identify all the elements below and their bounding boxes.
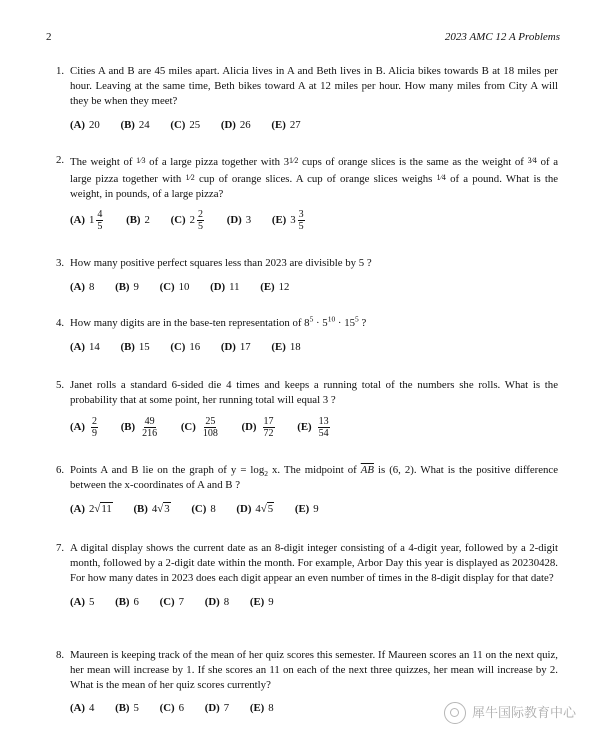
problem-6 xyxy=(56,463,558,517)
choice-e[interactable] xyxy=(250,701,274,716)
answer-choices xyxy=(70,280,558,295)
fraction: $\frac{17}{72}$ xyxy=(263,416,274,439)
choice-value: 5 xyxy=(133,702,139,714)
choice-label: (A) xyxy=(70,214,85,226)
square-root: √ 3 xyxy=(157,503,170,515)
problem-number: 4. xyxy=(56,317,65,329)
choice-label: (D) xyxy=(204,596,220,608)
choice-b[interactable] xyxy=(115,280,139,295)
choice-label: (A) xyxy=(70,281,85,293)
problem-number: 2. xyxy=(56,154,65,166)
problem-text: Maureen is keeping track of the mean of her quiz scores this semester. If Maureen scores an 11 on the next quiz, her mean will increase by 1. If she scores an 11 on each of the next three quizzes, her mean will increase by 2. What is the mean of her quiz scores currently? xyxy=(70,649,558,691)
choice-c[interactable] xyxy=(160,701,184,716)
choice-value: 7 xyxy=(178,596,185,608)
choice-value: 6 xyxy=(133,596,139,608)
choice-value: 9 xyxy=(268,596,274,608)
choice-label: (A) xyxy=(70,421,85,433)
problem-text: How many positive perfect squares less than 2023 are divisible by 5 ? xyxy=(70,257,372,269)
choice-d[interactable] xyxy=(242,416,277,439)
choice-c[interactable] xyxy=(170,340,200,355)
choice-e[interactable] xyxy=(271,118,300,133)
problem-5 xyxy=(56,378,558,439)
choice-value: 3 xyxy=(245,214,252,226)
choice-c[interactable] xyxy=(181,416,221,439)
problem-text: Cities A and B are 45 miles apart. Alicia lives in A and Beth lives in B. Alicia bikes towards B at 18 miles per hour. Leaving at the same time, Beth bikes toward A at 12 miles per hour. How many miles from City A will they be when they meet? xyxy=(70,65,558,107)
choice-c[interactable] xyxy=(170,118,200,133)
choice-b[interactable]: (B) 4 √ 3 xyxy=(133,503,170,515)
choice-label: (B) xyxy=(115,702,130,714)
inline-fraction: 1⁄2 xyxy=(289,156,299,165)
choice-label: (B) xyxy=(120,119,135,131)
choice-value: 7 xyxy=(223,702,230,714)
choice-label: (E) xyxy=(271,341,286,353)
fraction: $\frac{4}{5}$ xyxy=(97,209,103,232)
choice-b[interactable] xyxy=(121,416,160,439)
fraction: $\frac{49}{216}$ xyxy=(142,416,158,439)
choice-label: (E) xyxy=(297,421,312,433)
choice-value: 27 xyxy=(289,119,301,131)
choice-label: (D) xyxy=(236,503,252,515)
choice-value: 14 xyxy=(89,341,100,353)
text-run: of a pound. What is the weight, in pounds, of a large pizza? xyxy=(70,173,559,200)
choice-value: 6 xyxy=(178,702,185,714)
choice-label: (A) xyxy=(70,503,85,515)
choice-label: (C) xyxy=(159,702,175,714)
problem-number: 1. xyxy=(56,65,65,77)
choice-value: 26 xyxy=(239,119,251,131)
choice-value: 10 xyxy=(178,281,190,293)
choice-b[interactable] xyxy=(115,701,139,716)
choice-label: (A) xyxy=(70,341,85,353)
square-root: √ 5 xyxy=(260,503,274,515)
choice-a[interactable] xyxy=(70,416,100,439)
choice-value: 8 xyxy=(223,596,230,608)
choice-value: 8 xyxy=(210,503,216,515)
text-run: of a large pizza together with xyxy=(70,156,559,185)
choice-c[interactable] xyxy=(160,595,184,610)
choice-e[interactable] xyxy=(260,280,289,295)
choice-a[interactable] xyxy=(70,595,94,610)
answer-choices xyxy=(70,502,558,517)
segment-ab: $\overline{AB}$ xyxy=(360,464,374,476)
text-run: The weight of xyxy=(70,156,133,168)
choice-whole: 1 xyxy=(89,214,95,226)
choice-d[interactable] xyxy=(205,701,229,716)
problem-3 xyxy=(56,256,558,295)
choice-value: 4 xyxy=(89,702,95,714)
problem-number: 6. xyxy=(56,464,65,476)
running-title: 2023 AMC 12 A Problems xyxy=(444,31,560,43)
choice-value: 2 xyxy=(144,214,150,226)
choice-label: (C) xyxy=(170,119,186,131)
choice-d[interactable] xyxy=(227,213,251,228)
choice-a[interactable] xyxy=(70,340,100,355)
choice-label: (E) xyxy=(294,503,310,515)
problem-2 xyxy=(56,153,559,232)
choice-value: 9 xyxy=(133,281,139,293)
choice-value: 17 xyxy=(239,341,251,353)
choice-a[interactable] xyxy=(70,280,94,295)
problem-1 xyxy=(56,64,558,133)
text-run: cups of orange slices is the same as the weight of xyxy=(302,156,524,168)
choice-label: (C) xyxy=(191,503,207,515)
watermark xyxy=(444,702,576,724)
choice-label: (D) xyxy=(226,214,242,226)
inline-fraction: 3⁄4 xyxy=(527,156,537,165)
inline-fraction: 1⁄4 xyxy=(436,173,446,182)
fraction: $\frac{13}{54}$ xyxy=(318,416,329,439)
watermark-text: 犀牛国际教育中心 xyxy=(472,705,577,721)
choice-value: 8 xyxy=(268,702,274,714)
choice-value: 25 xyxy=(189,119,201,131)
choice-label: (E) xyxy=(271,119,286,131)
choice-b[interactable] xyxy=(121,118,150,133)
choice-label: (A) xyxy=(70,119,85,131)
choice-whole: 3 xyxy=(290,214,296,226)
choice-value: 11 xyxy=(229,281,240,293)
choice-a[interactable] xyxy=(70,701,94,716)
choice-a[interactable] xyxy=(70,118,100,133)
choice-label: (E) xyxy=(260,281,275,293)
fraction: $\frac{2}{5}$ xyxy=(198,209,204,232)
fraction: $\frac{25}{108}$ xyxy=(202,416,218,439)
choice-label: (B) xyxy=(126,214,141,226)
problem-text: Janet rolls a standard 6-sided die 4 times and keeps a running total of the numbers she rolls. What is the probability that at some point, her running total will equal 3 ? xyxy=(70,379,558,406)
problem-number: 7. xyxy=(56,542,65,554)
answer-choices xyxy=(70,340,558,355)
fraction: $\frac{3}{5}$ xyxy=(298,209,304,232)
choice-d[interactable]: (D) 4 √ 5 xyxy=(236,503,274,515)
choice-label: (C) xyxy=(180,421,196,433)
choice-label: (B) xyxy=(120,421,136,433)
choice-label: (B) xyxy=(120,341,135,353)
choice-label: (D) xyxy=(204,702,220,714)
choice-whole: 2 xyxy=(189,214,196,226)
problem-text xyxy=(70,153,558,202)
choice-a[interactable]: (A) 2 √ 11 xyxy=(70,503,112,515)
problem-number: 3. xyxy=(56,257,65,269)
choice-c[interactable] xyxy=(191,502,215,517)
choice-e[interactable] xyxy=(271,340,300,355)
problem-text: Points A and B lie on the graph of $y = \log_2 x$. The midpoint of $\overline{AB}$ is (6, 2). What is the positive difference between the x-coordinates of A and B ? xyxy=(70,464,558,491)
choice-value: 12 xyxy=(278,281,290,293)
choice-label: (B) xyxy=(133,503,148,515)
problem-number: 8. xyxy=(56,649,65,661)
choice-e[interactable] xyxy=(272,209,307,232)
inline-fraction: 1⁄3 xyxy=(136,156,146,165)
choice-label: (C) xyxy=(159,281,175,293)
answer-choices xyxy=(70,209,558,232)
choice-label: (E) xyxy=(249,596,265,608)
choice-e[interactable] xyxy=(297,416,331,439)
choice-e[interactable] xyxy=(295,502,319,517)
choice-value: 18 xyxy=(289,341,301,353)
choice-e[interactable] xyxy=(250,595,274,610)
text-run: cup of orange slices. A cup of orange slices weighs xyxy=(198,173,433,185)
choice-a[interactable] xyxy=(70,209,105,232)
choice-b[interactable] xyxy=(121,340,150,355)
choice-d[interactable] xyxy=(221,118,251,133)
choice-c[interactable] xyxy=(160,280,190,295)
choice-label: (E) xyxy=(249,702,265,714)
choice-value: 15 xyxy=(138,341,150,353)
choice-value: 9 xyxy=(313,503,319,515)
text-run: of a large pizza together with 3 xyxy=(149,156,290,168)
problem-text: A digital display shows the current date as an 8-digit integer consisting of a 4-digit year, followed by a 2-digit month, followed by a 2-digit date within the month. For example, Arbor Day this year is displayed as 20230428. For how many dates in 2023 does each digit appear an even number of times in the 8-digit display for that date? xyxy=(70,542,558,584)
choice-value: 5 xyxy=(89,596,95,608)
choice-d[interactable] xyxy=(221,340,251,355)
choice-label: (C) xyxy=(170,214,186,226)
choice-label: (D) xyxy=(210,281,226,293)
choice-label: (E) xyxy=(271,214,287,226)
choice-value: 24 xyxy=(138,119,150,131)
wechat-logo-icon xyxy=(444,702,466,724)
choice-label: (D) xyxy=(220,119,236,131)
answer-choices xyxy=(70,595,558,610)
choice-value: 20 xyxy=(89,119,100,131)
choice-label: (D) xyxy=(220,341,236,353)
choice-label: (A) xyxy=(70,596,85,608)
page-number: 2 xyxy=(46,31,52,43)
problem-number: 5. xyxy=(56,379,65,391)
problem-4 xyxy=(56,314,558,355)
choice-value: 8 xyxy=(89,281,95,293)
choice-d[interactable] xyxy=(205,595,229,610)
choice-label: (B) xyxy=(115,281,130,293)
inline-fraction: 1⁄2 xyxy=(185,173,195,182)
answer-choices xyxy=(70,118,558,133)
square-root: √ 11 xyxy=(94,503,112,515)
choice-c[interactable] xyxy=(171,209,206,232)
choice-b[interactable] xyxy=(126,213,150,228)
problem-7 xyxy=(56,541,558,610)
choice-b[interactable] xyxy=(115,595,139,610)
problem-text: How many digits are in the base-ten representation of $8^5 \cdot 5^{10} \cdot 15^5$ ? xyxy=(70,314,367,329)
choice-label: (B) xyxy=(115,596,130,608)
answer-choices xyxy=(70,416,558,439)
choice-label: (C) xyxy=(159,596,175,608)
choice-label: (A) xyxy=(70,702,85,714)
choice-label: (D) xyxy=(241,421,257,433)
choice-d[interactable] xyxy=(210,280,239,295)
choice-label: (C) xyxy=(170,341,186,353)
fraction: $\frac{2}{9}$ xyxy=(92,416,97,439)
choice-value: 16 xyxy=(189,341,201,353)
